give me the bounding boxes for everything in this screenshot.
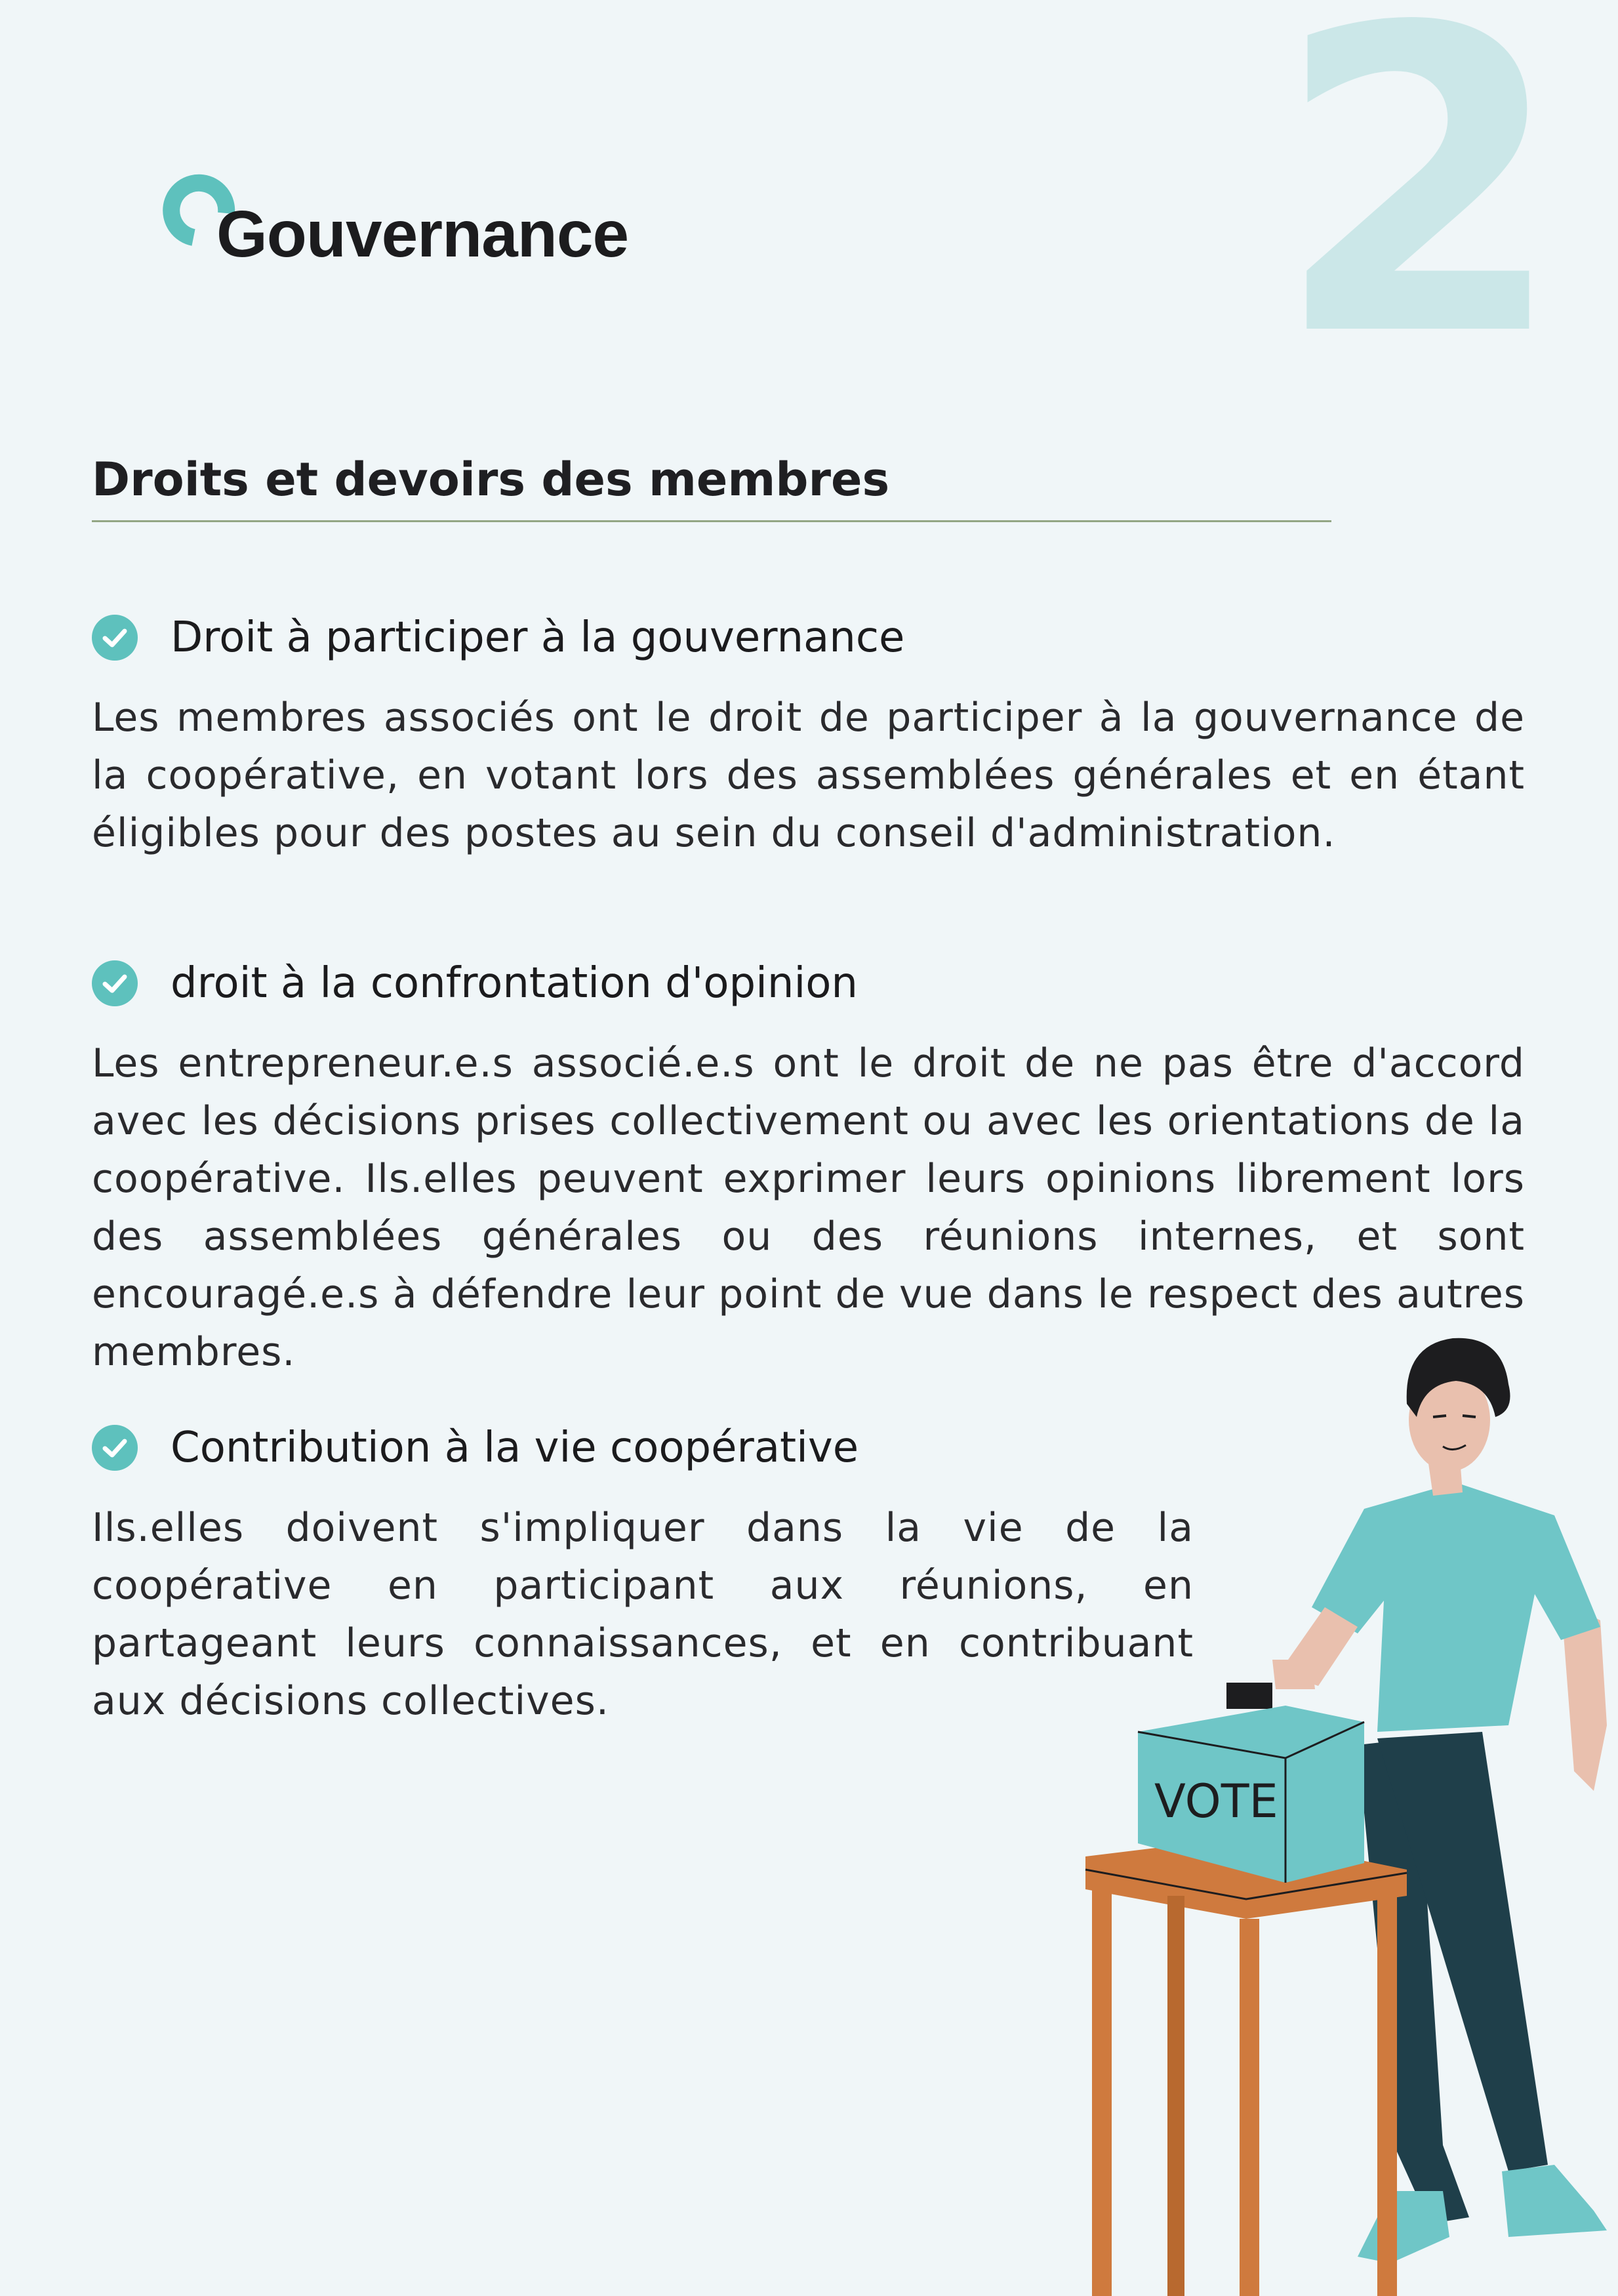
- item-heading-text: Droit à participer à la gouvernance: [171, 613, 905, 662]
- section-title: Gouvernance: [216, 197, 629, 271]
- subtitle: Droits et devoirs des membres: [92, 453, 890, 506]
- item-heading-opinion: [92, 959, 858, 1008]
- item-heading-participation: [92, 613, 904, 662]
- check-circle-icon: [92, 1425, 138, 1471]
- check-circle-icon: [92, 615, 138, 661]
- page-number: 2: [1273, 0, 1566, 428]
- ballot-box-label: VOTE: [1154, 1774, 1278, 1828]
- voter-illustration: [1049, 1319, 1618, 2296]
- item-heading-text: droit à la confrontation d'opinion: [171, 959, 858, 1008]
- check-circle-icon: [92, 960, 138, 1006]
- item-paragraph: Les membres associés ont le droit de participer à la gouvernance de la coopérative, en votant lors des assemblées générales et en étant éligibles pour des postes au sein du conseil d'administration.: [92, 695, 1525, 856]
- item-heading-text: Contribution à la vie coopérative: [171, 1424, 859, 1472]
- item-paragraph: Les entrepreneur.e.s associé.e.s ont le droit de ne pas être d'accord avec les décisions prises collectivement ou avec les orientations de la coopérative. Ils.elles peuvent exprimer leurs opinions librement lors des assemblées générales ou des réunions internes, et sont encouragé.e.s à défendre leur point de vue dans le respect des autres membres.: [92, 1040, 1525, 1375]
- item-paragraph: Ils.elles doivent s'impliquer dans la vie de la coopérative en participant aux réunions, en partageant leurs connaissances, et en contribuant aux décisions collectives.: [92, 1505, 1194, 1724]
- item-heading-contribution: [92, 1424, 859, 1472]
- divider: [92, 520, 1331, 522]
